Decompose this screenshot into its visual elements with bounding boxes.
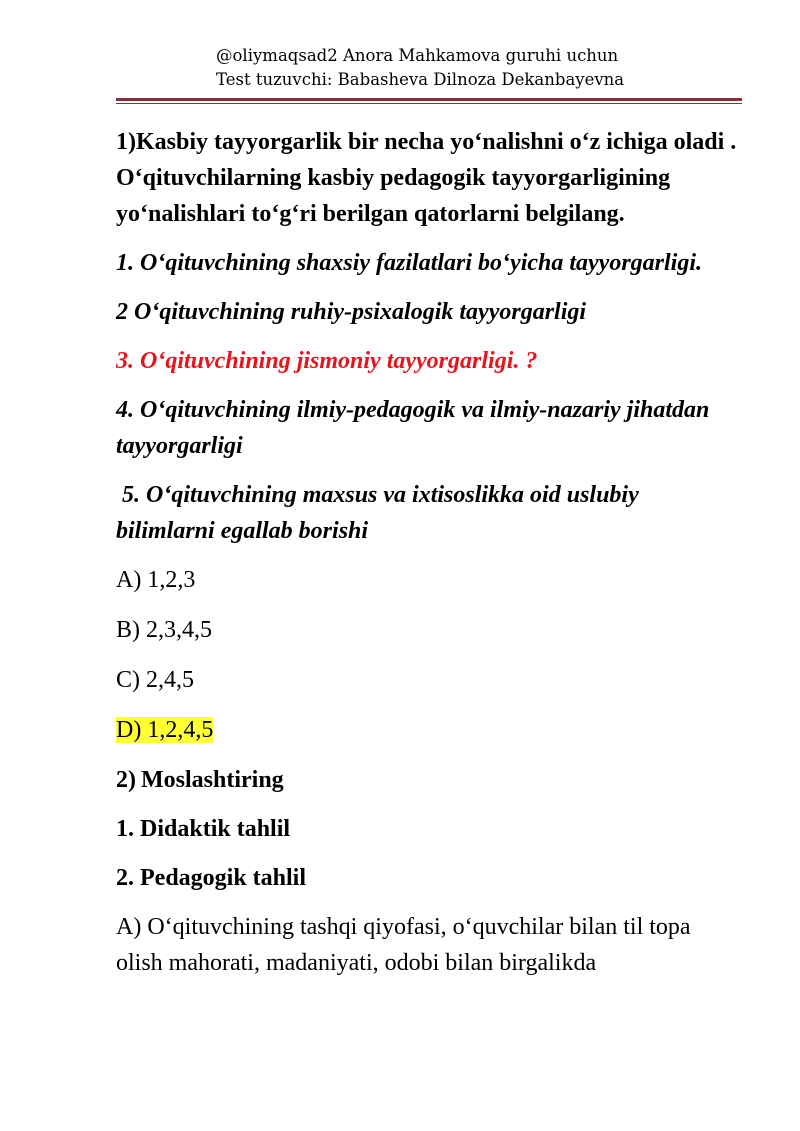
header-line-2: Test tuzuvchi: Babasheva Dilnoza Dekanbayevna	[216, 70, 625, 89]
question-2-title: Moslashtiring	[141, 767, 284, 793]
statement-2: 2 O‘qituvchining ruhiy-psixalogik tayyorgarligi	[116, 299, 587, 325]
statement-3: 3. O‘qituvchining jismoniy tayyorgarligi. ?	[116, 348, 538, 374]
page-header	[0, 44, 800, 92]
answer-c: C) 2,4,5	[116, 667, 194, 693]
statement-4: 4. O‘qituvchining ilmiy-pedagogik va ilmiy-nazariy jihatdan tayyorgarligi	[116, 397, 710, 459]
question-2-number: 2)	[116, 767, 136, 793]
header-rule-thick	[116, 98, 742, 101]
question-1-text: 1)Kasbiy tayyorgarlik bir necha yo‘nalishni o‘z ichiga oladi . O‘qituvchilarning kasbiy pedagogik tayyorgarligining yo‘nalishlari to‘g‘ri berilgan qatorlarni belgilang.	[116, 129, 737, 227]
match-item-1: 1. Didaktik tahlil	[116, 816, 291, 842]
header-rule-thin	[116, 103, 742, 104]
header-line-1: @oliymaqsad2 Anora Mahkamova guruhi uchun	[216, 46, 619, 65]
answer-a: A) 1,2,3	[116, 567, 196, 593]
match-item-2: 2. Pedagogik tahlil	[116, 865, 307, 891]
document-body	[116, 124, 742, 995]
question-2-heading	[116, 762, 742, 798]
answer-d-highlight: D) 1,2,4,5	[116, 717, 214, 743]
statement-1: 1. O‘qituvchining shaxsiy fazilatlari bo‘yicha tayyorgarligi.	[116, 250, 703, 276]
match-option-a: A) O‘qituvchining tashqi qiyofasi, o‘quvchilar bilan til topa olish mahorati, madaniyati, odobi bilan birgalikda	[116, 914, 691, 976]
answer-d	[116, 712, 742, 748]
statement-5: 5. O‘qituvchining maxsus va ixtisoslikka oid uslubiy bilimlarni egallab borishi	[116, 482, 645, 544]
answer-b: B) 2,3,4,5	[116, 617, 212, 643]
